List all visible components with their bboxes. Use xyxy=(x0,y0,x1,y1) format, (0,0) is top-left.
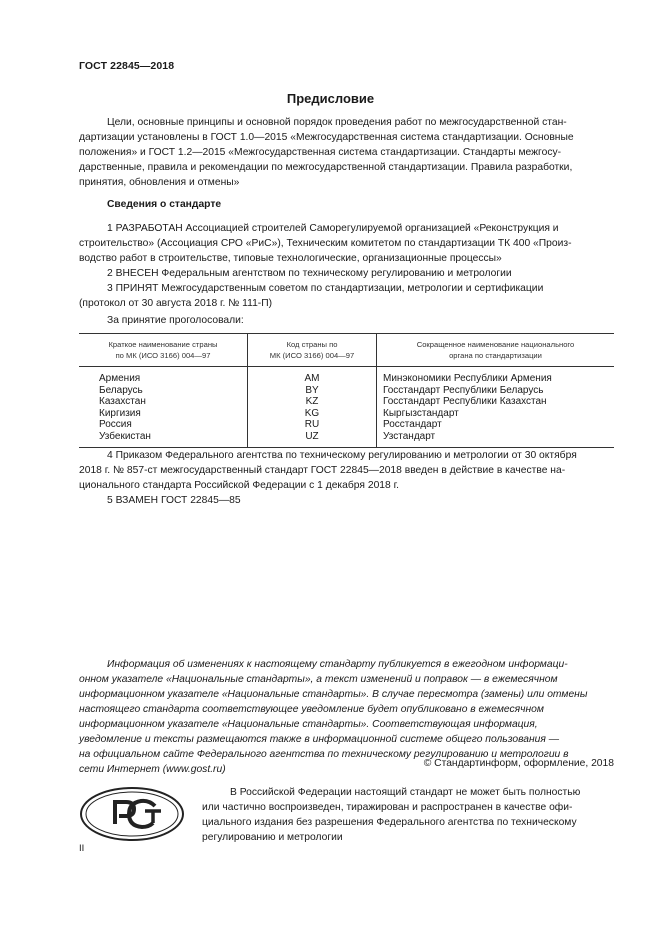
table-row xyxy=(79,367,614,385)
item-3-line: 3 ПРИНЯТ Межгосударственным советом по стандартизации, метрологии и сертификации xyxy=(107,283,544,294)
voting-table xyxy=(79,333,614,448)
info-line: Информация об изменениях к настоящему стандарту публикуется в ежегодном информаци- xyxy=(107,659,568,670)
pct-certification-logo-icon xyxy=(79,786,185,842)
code-cell: BY xyxy=(248,385,377,397)
body-cell: Росстандарт xyxy=(377,419,615,431)
table-row xyxy=(79,408,614,420)
item-4 xyxy=(79,448,614,493)
copyright-notice: © Стандартинформ, оформление, 2018 xyxy=(423,758,614,769)
code-cell: KG xyxy=(248,408,377,420)
info-line: настоящего стандарта соответствующее уведомление будет опубликовано в ежемесячном xyxy=(79,704,544,715)
country-cell: Россия xyxy=(99,419,132,431)
country-cell: Киргизия xyxy=(99,407,141,419)
code-cell: RU xyxy=(248,419,377,431)
intro-paragraph xyxy=(79,115,614,190)
country-cell: Беларусь xyxy=(99,384,143,396)
table-row xyxy=(79,385,614,397)
country-cell: Узбекистан xyxy=(79,431,248,447)
page-number: II xyxy=(79,843,85,854)
rights-line: или частично воспроизведен, тиражирован и распространен в качестве офи- xyxy=(202,802,573,813)
section-title: Сведения о стандарте xyxy=(107,199,222,210)
table-row xyxy=(79,431,614,447)
item-5-text: 5 ВЗАМЕН ГОСТ 22845—85 xyxy=(107,495,241,506)
info-line: сети Интернет (www.gost.ru) xyxy=(79,764,226,775)
table-header-row xyxy=(79,334,614,367)
intro-line: положения» и ГОСТ 1.2—2015 «Межгосударственная система стандартизации. Стандарты межгосу- xyxy=(79,147,562,158)
item-1 xyxy=(79,221,614,266)
item-3-line: (протокол от 30 августа 2018 г. № 111-П) xyxy=(79,298,273,309)
item-1-line: 1 РАЗРАБОТАН Ассоциацией строителей Саморегулируемой организацией «Реконструкция и xyxy=(107,223,559,234)
table-row xyxy=(79,419,614,431)
intro-line: дарственные, правила и рекомендации по межгосударственной стандартизации. Правила разработки, xyxy=(79,162,573,173)
column-header-country: Краткое наименование страны по МК (ИСО 3166) 004—97 xyxy=(79,334,248,367)
info-line: информационном указателе «Национальные стандарты». В случае пересмотра (замены) или отмены xyxy=(79,689,588,700)
item-5 xyxy=(79,493,614,508)
column-header-body: Сокращенное наименование национального органа по стандартизации xyxy=(377,334,615,367)
info-line: информационном указателе «Национальные стандарты». Соответствующая информация, xyxy=(79,719,538,730)
item-3 xyxy=(79,281,614,311)
document-code: ГОСТ 22845—2018 xyxy=(79,60,175,72)
body-cell: Госстандарт Республики Казахстан xyxy=(377,396,615,408)
country-cell: Казахстан xyxy=(99,396,146,408)
body-cell: Минэкономики Республики Армения xyxy=(377,367,615,385)
intro-line: Цели, основные принципы и основной порядок проведения работ по межгосударственной стан- xyxy=(107,117,567,128)
body-cell: Узстандарт xyxy=(377,431,615,447)
country-cell: Армения xyxy=(99,373,141,384)
body-cell: Кыргызстандарт xyxy=(377,408,615,420)
intro-line: дартизации установлены в ГОСТ 1.0—2015 «Межгосударственная система стандартизации. Основные xyxy=(79,132,574,143)
item-2 xyxy=(79,266,614,281)
body-cell: Госстандарт Республики Беларусь xyxy=(377,385,615,397)
page-title: Предисловие xyxy=(286,91,375,106)
item-4-line: 2018 г. № 857-ст межгосударственный стандарт ГОСТ 22845—2018 введен в действие в качестве на- xyxy=(79,465,566,476)
rights-line: циального издания без разрешения Федерального агентства по техническому xyxy=(202,817,577,828)
item-4-line: ционального стандарта Российской Федерации с 1 декабря 2018 г. xyxy=(79,480,399,491)
item-1-line: водство работ в строительстве, типовые технологические, организационные процессы» xyxy=(79,253,502,264)
item-2-text: 2 ВНЕСЕН Федеральным агентством по техническому регулированию и метрологии xyxy=(107,268,512,279)
info-line: на официальном сайте Федерального агентства по техническому регулированию и метрологии в xyxy=(79,749,569,760)
item-4-line: 4 Приказом Федерального агентства по техническому регулированию и метрологии от 30 октября xyxy=(107,450,577,461)
voted-label: За принятие проголосовали: xyxy=(107,315,244,326)
code-cell: UZ xyxy=(248,431,377,447)
code-cell: KZ xyxy=(248,396,377,408)
intro-line: принятия, обновления и отмены» xyxy=(79,177,240,188)
info-line: уведомление и тексты размещаются также в информационной системе общего пользования — xyxy=(79,734,560,745)
rights-line: регулированию и метрологии xyxy=(202,832,343,843)
table-row xyxy=(79,396,614,408)
item-1-line: строительство» (Ассоциация СРО «РиС»), Техническим комитетом по стандартизации ТК 400 «Произ- xyxy=(79,238,572,249)
code-cell: AM xyxy=(248,367,377,385)
rights-line: В Российской Федерации настоящий стандарт не может быть полностью xyxy=(230,787,581,798)
info-line: онном указателе «Национальные стандарты», а текст изменений и поправок — в ежемесячном xyxy=(79,674,558,685)
column-header-code: Код страны по МК (ИСО 3166) 004—97 xyxy=(248,334,377,367)
rights-notice xyxy=(202,785,614,845)
